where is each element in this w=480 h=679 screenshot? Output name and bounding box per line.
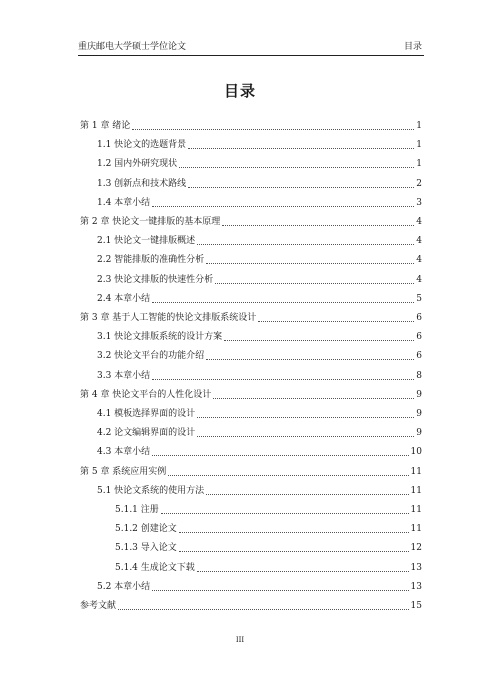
toc-dot-leader bbox=[206, 358, 414, 360]
toc-entry-page: 9 bbox=[416, 409, 422, 419]
header-university-title: 重庆邮电大学硕士学位论文 bbox=[78, 42, 187, 52]
toc-dot-leader bbox=[152, 205, 414, 207]
toc-entry-title: 3.3 本章小结 bbox=[97, 370, 151, 381]
toc-entry-page: 6 bbox=[416, 313, 422, 323]
toc-entry[interactable] bbox=[97, 176, 422, 190]
toc-entry[interactable] bbox=[97, 329, 422, 343]
toc-entry-page: 4 bbox=[416, 274, 422, 285]
header-section-title: 目录 bbox=[403, 42, 422, 52]
toc-entry[interactable] bbox=[97, 579, 422, 593]
toc-entry[interactable] bbox=[97, 406, 422, 420]
toc-entry-title: 2.1 快论文一键排版概述 bbox=[97, 236, 196, 247]
toc-entry-title: 第 3 章 基于人工智能的快论文排版系统设计 bbox=[80, 313, 257, 323]
toc-entry[interactable] bbox=[97, 137, 422, 151]
toc-dot-leader bbox=[215, 282, 414, 284]
toc-entry[interactable] bbox=[97, 483, 422, 497]
toc-entry[interactable] bbox=[97, 291, 422, 305]
toc-entry[interactable] bbox=[115, 560, 422, 574]
toc-entry-page: 6 bbox=[416, 351, 422, 362]
toc-entry-title: 5.2 本章小结 bbox=[97, 581, 151, 592]
toc-entry[interactable] bbox=[97, 368, 422, 382]
toc-dot-leader bbox=[168, 474, 408, 476]
toc-entry[interactable] bbox=[97, 156, 422, 170]
toc-entry-page: 15 bbox=[410, 601, 422, 611]
toc-entry[interactable] bbox=[115, 540, 422, 554]
toc-dot-leader bbox=[152, 301, 414, 303]
toc-entry-title: 2.2 智能排版的准确性分析 bbox=[97, 255, 205, 266]
toc-entry[interactable] bbox=[80, 598, 422, 612]
toc-entry-page: 13 bbox=[410, 562, 422, 573]
toc-dot-leader bbox=[152, 454, 408, 456]
toc-entry[interactable] bbox=[97, 444, 422, 458]
toc-entry-page: 2 bbox=[416, 178, 422, 189]
toc-entry-page: 11 bbox=[410, 524, 422, 535]
toc-dot-leader bbox=[188, 147, 414, 149]
toc-dot-leader bbox=[224, 339, 414, 341]
toc-entry-page: 4 bbox=[416, 217, 422, 227]
toc-dot-leader bbox=[161, 512, 409, 514]
toc-dot-leader bbox=[258, 320, 414, 322]
toc-entry-title: 5.1.1 注册 bbox=[115, 505, 159, 515]
toc-entry-page: 1 bbox=[416, 140, 422, 151]
toc-entry[interactable] bbox=[80, 118, 422, 132]
toc-dot-leader bbox=[213, 397, 414, 399]
toc-dot-leader bbox=[118, 608, 409, 610]
toc-entry-page: 4 bbox=[416, 255, 422, 266]
toc-entry[interactable] bbox=[115, 521, 422, 535]
toc-entry-page: 10 bbox=[410, 447, 422, 458]
toc-entry-page: 6 bbox=[416, 332, 422, 343]
toc-entry-title: 3.1 快论文排版系统的设计方案 bbox=[97, 332, 223, 343]
toc-entry[interactable] bbox=[97, 348, 422, 362]
toc-entry-title: 5.1.2 创建论文 bbox=[115, 524, 177, 535]
toc-dot-leader bbox=[197, 435, 414, 437]
toc-entry[interactable] bbox=[80, 387, 422, 401]
toc-dot-leader bbox=[206, 493, 408, 495]
toc-entry-page: 1 bbox=[416, 121, 422, 131]
header-rule bbox=[78, 55, 424, 56]
toc-entry-page: 5 bbox=[416, 293, 422, 304]
toc-entry-page: 1 bbox=[416, 159, 422, 170]
toc-entry[interactable] bbox=[115, 502, 422, 516]
toc-entry-title: 1.3 创新点和技术路线 bbox=[97, 178, 187, 189]
toc-dot-leader bbox=[222, 224, 414, 226]
toc-dot-leader bbox=[179, 531, 409, 533]
toc-entry-title: 1.4 本章小结 bbox=[97, 197, 151, 208]
toc-entry[interactable] bbox=[97, 425, 422, 439]
toc-dot-leader bbox=[197, 243, 414, 245]
toc-entry-page: 3 bbox=[416, 197, 422, 208]
toc-entry-page: 11 bbox=[410, 485, 422, 496]
toc-entry-title: 1.1 快论文的选题背景 bbox=[97, 140, 187, 151]
toc-entry-title: 4.3 本章小结 bbox=[97, 447, 151, 458]
page-title: 目录 bbox=[223, 82, 256, 100]
toc-entry[interactable] bbox=[80, 214, 422, 228]
toc-entry-title: 4.1 模板选择界面的设计 bbox=[97, 409, 196, 419]
toc-entry-title: 2.4 本章小结 bbox=[97, 293, 151, 304]
toc-dot-leader bbox=[179, 550, 409, 552]
toc-entry-title: 第 2 章 快论文一键排版的基本原理 bbox=[80, 217, 221, 227]
toc-entry-title: 参考文献 bbox=[80, 601, 117, 611]
toc-entry-title: 4.2 论文编辑界面的设计 bbox=[97, 428, 196, 439]
toc-entry-page: 9 bbox=[416, 428, 422, 439]
toc-dot-leader bbox=[188, 186, 414, 188]
toc-dot-leader bbox=[132, 128, 414, 130]
toc-entry-page: 4 bbox=[416, 236, 422, 247]
toc-dot-leader bbox=[206, 262, 414, 264]
toc-entry-page: 11 bbox=[410, 466, 422, 477]
toc-entry[interactable] bbox=[97, 233, 422, 247]
page-number: III bbox=[235, 636, 245, 644]
toc-dot-leader bbox=[197, 416, 414, 418]
toc-entry-page: 8 bbox=[416, 370, 422, 381]
toc-entry-title: 1.2 国内外研究现状 bbox=[97, 159, 178, 170]
toc-entry[interactable] bbox=[97, 195, 422, 209]
toc-entry[interactable] bbox=[97, 252, 422, 266]
toc-entry-title: 5.1.4 生成论文下载 bbox=[115, 562, 195, 573]
toc-entry-title: 第 5 章 系统应用实例 bbox=[80, 466, 167, 477]
toc-entry-title: 5.1 快论文系统的使用方法 bbox=[97, 485, 205, 496]
toc-entry-title: 2.3 快论文排版的快速性分析 bbox=[97, 274, 214, 285]
toc-entry-title: 第 4 章 快论文平台的人性化设计 bbox=[80, 389, 212, 400]
toc-entry[interactable] bbox=[80, 310, 422, 324]
toc-entry-title: 3.2 快论文平台的功能介绍 bbox=[97, 351, 205, 362]
toc-entry-page: 13 bbox=[410, 581, 422, 592]
toc-dot-leader bbox=[197, 570, 409, 572]
toc-entry[interactable] bbox=[97, 272, 422, 286]
toc-dot-leader bbox=[152, 378, 414, 380]
toc-dot-leader bbox=[179, 166, 414, 168]
toc-entry-page: 9 bbox=[416, 389, 422, 400]
toc-entry-title: 第 1 章 绪论 bbox=[80, 121, 131, 131]
toc-entry[interactable] bbox=[80, 464, 422, 478]
toc-entry-title: 5.1.3 导入论文 bbox=[115, 543, 177, 554]
toc-dot-leader bbox=[152, 589, 408, 591]
toc-entry-page: 12 bbox=[410, 543, 422, 554]
toc-entry-page: 11 bbox=[410, 505, 422, 515]
page-header bbox=[78, 40, 422, 54]
